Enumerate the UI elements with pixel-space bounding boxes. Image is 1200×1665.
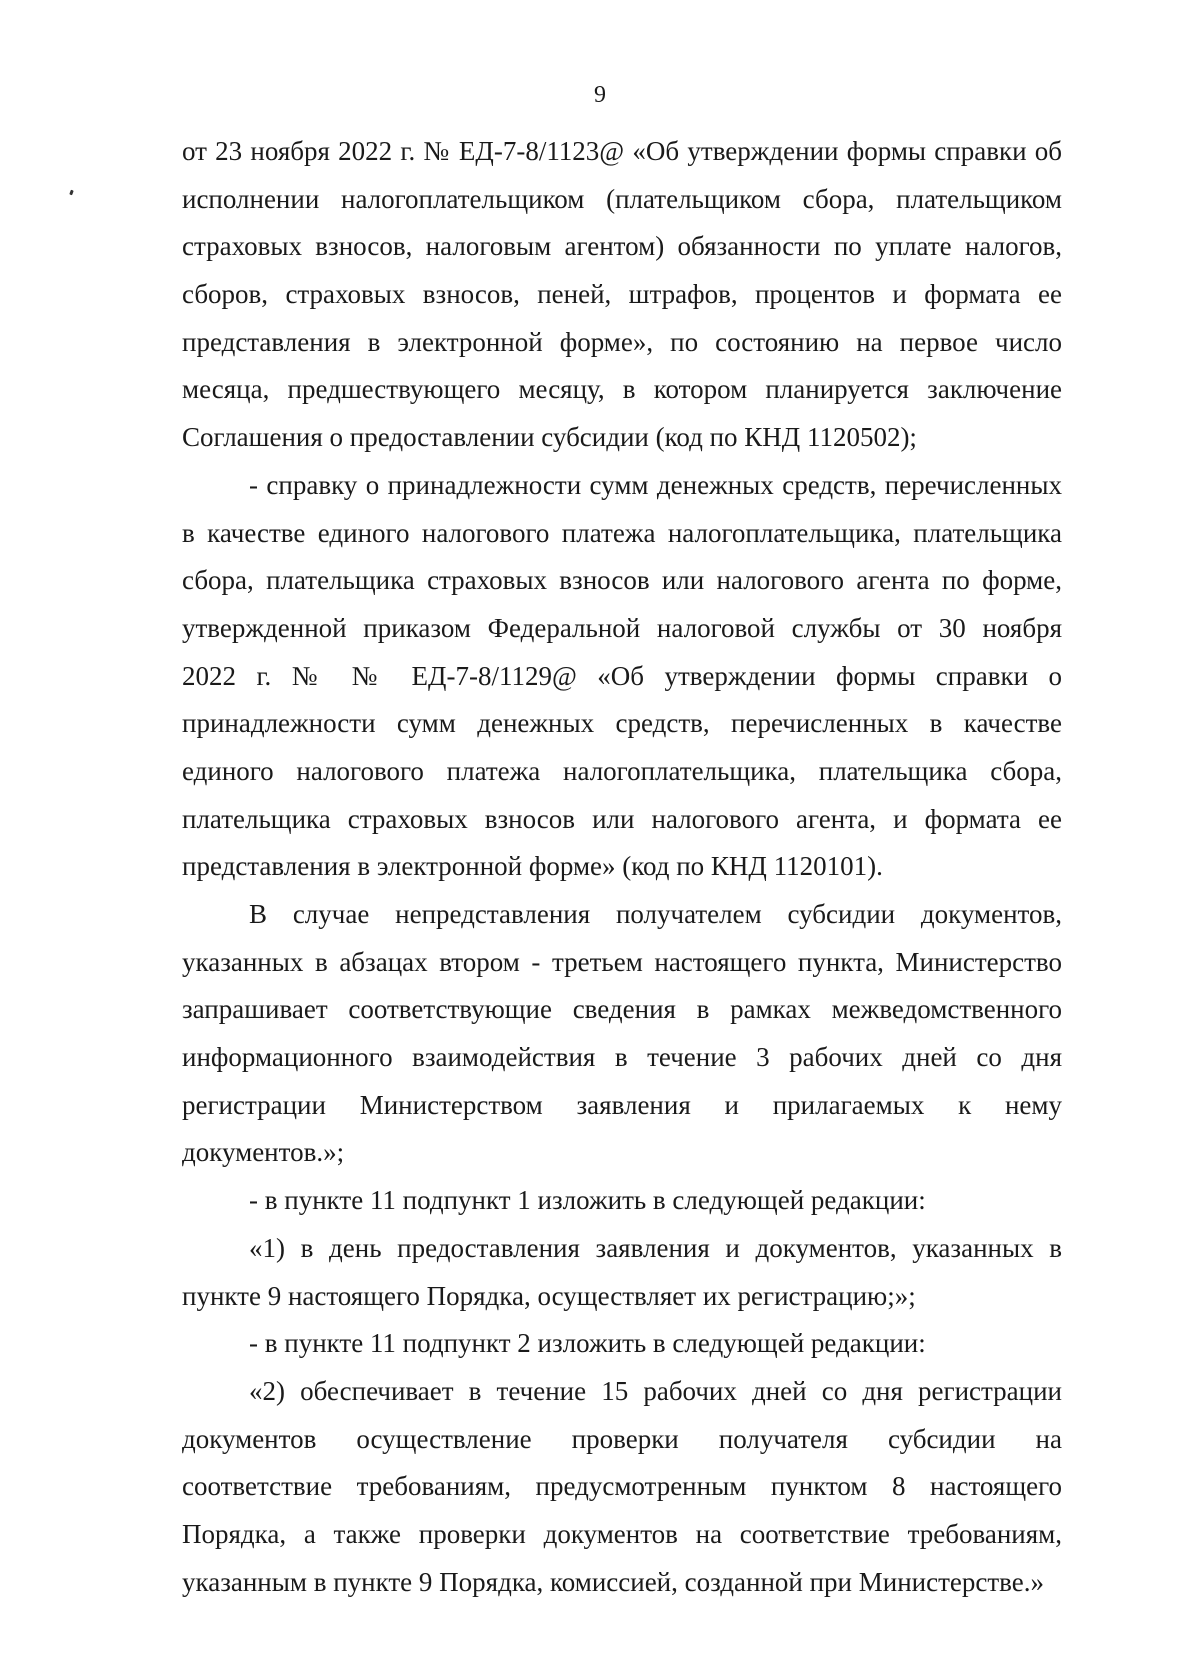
paragraph [182, 891, 1062, 1177]
text-line: указанным в пункте 9 Порядка, комиссией, созданной при Министерстве.» [182, 1566, 1044, 1597]
text-line: «1) в день предоставления заявления и документов, указанных в [249, 1232, 1062, 1263]
text-line: документов.»; [182, 1137, 345, 1168]
text-line: указанных в абзацах втором - третьем настоящего пункта, Министерство [182, 946, 1062, 977]
text-line: В случае непредставления получателем субсидии документов, [249, 899, 1062, 929]
text-line: Порядка, а также проверки документов на соответствие требованиям, [182, 1518, 1062, 1549]
paragraph [182, 1368, 1062, 1606]
text-line: единого налогового платежа налогоплательщика, плательщика сбора, [182, 755, 1062, 786]
text-line: - справку о принадлежности сумм денежных средств, перечисленных [249, 469, 1062, 500]
text-line: страховых взносов, налоговым агентом) обязанности по уплате налогов, [182, 231, 1062, 262]
text-line: в качестве единого налогового платежа налогоплательщика, плательщика [182, 517, 1062, 548]
text-line: исполнении налогоплательщиком (плательщиком сбора, плательщиком [182, 183, 1062, 214]
text-line: от 23 ноября 2022 г. № ЕД-7-8/1123@ «Об утверждении формы справки об [182, 136, 1062, 166]
text-line: Соглашения о предоставлении субсидии (код по КНД 1120502); [182, 422, 917, 453]
text-line: документов осуществление проверки получателя субсидии на [182, 1423, 1062, 1454]
text-line: представления в электронной форме», по состоянию на первое число [182, 326, 1062, 357]
document-body [182, 128, 1062, 1606]
text-line: «2) обеспечивает в течение 15 рабочих дней со дня регистрации [249, 1375, 1062, 1406]
text-line: запрашивает соответствующие сведения в рамках межведомственного [182, 994, 1062, 1025]
paragraph [182, 1320, 1062, 1368]
text-line: сборов, страховых взносов, пеней, штрафов, процентов и формата ее [182, 279, 1062, 310]
scan-speck [69, 190, 74, 196]
paragraph [182, 1177, 1062, 1225]
text-line: плательщика страховых взносов или налогового агента, и формата ее [182, 803, 1062, 834]
paragraph [182, 1225, 1062, 1320]
paragraph [182, 128, 1062, 462]
text-line: представления в электронной форме» (код по КНД 1120101). [182, 851, 883, 882]
text-line: сбора, плательщика страховых взносов или налогового агента по форме, [182, 565, 1062, 596]
text-line: информационного взаимодействия в течение 3 рабочих дней со дня [182, 1042, 1062, 1073]
paragraph [182, 462, 1062, 891]
text-line: месяца, предшествующего месяцу, в котором планируется заключение [182, 374, 1062, 405]
text-line: регистрации Министерством заявления и прилагаемых к нему [182, 1089, 1062, 1120]
page-number: 9 [594, 82, 606, 108]
text-line: утвержденной приказом Федеральной налоговой службы от 30 ноября [182, 612, 1062, 643]
text-line: - в пункте 11 подпункт 1 изложить в следующей редакции: [249, 1185, 926, 1216]
text-line: - в пункте 11 подпункт 2 изложить в следующей редакции: [249, 1328, 926, 1359]
text-line: пункте 9 настоящего Порядка, осуществляет их регистрацию;»; [182, 1280, 916, 1311]
text-line: 2022 г. № № ЕД-7-8/1129@ «Об утверждении формы справки о [182, 660, 1062, 691]
text-line: принадлежности сумм денежных средств, перечисленных в качестве [182, 708, 1062, 739]
text-line: соответствие требованиям, предусмотренным пунктом 8 настоящего [182, 1471, 1062, 1502]
